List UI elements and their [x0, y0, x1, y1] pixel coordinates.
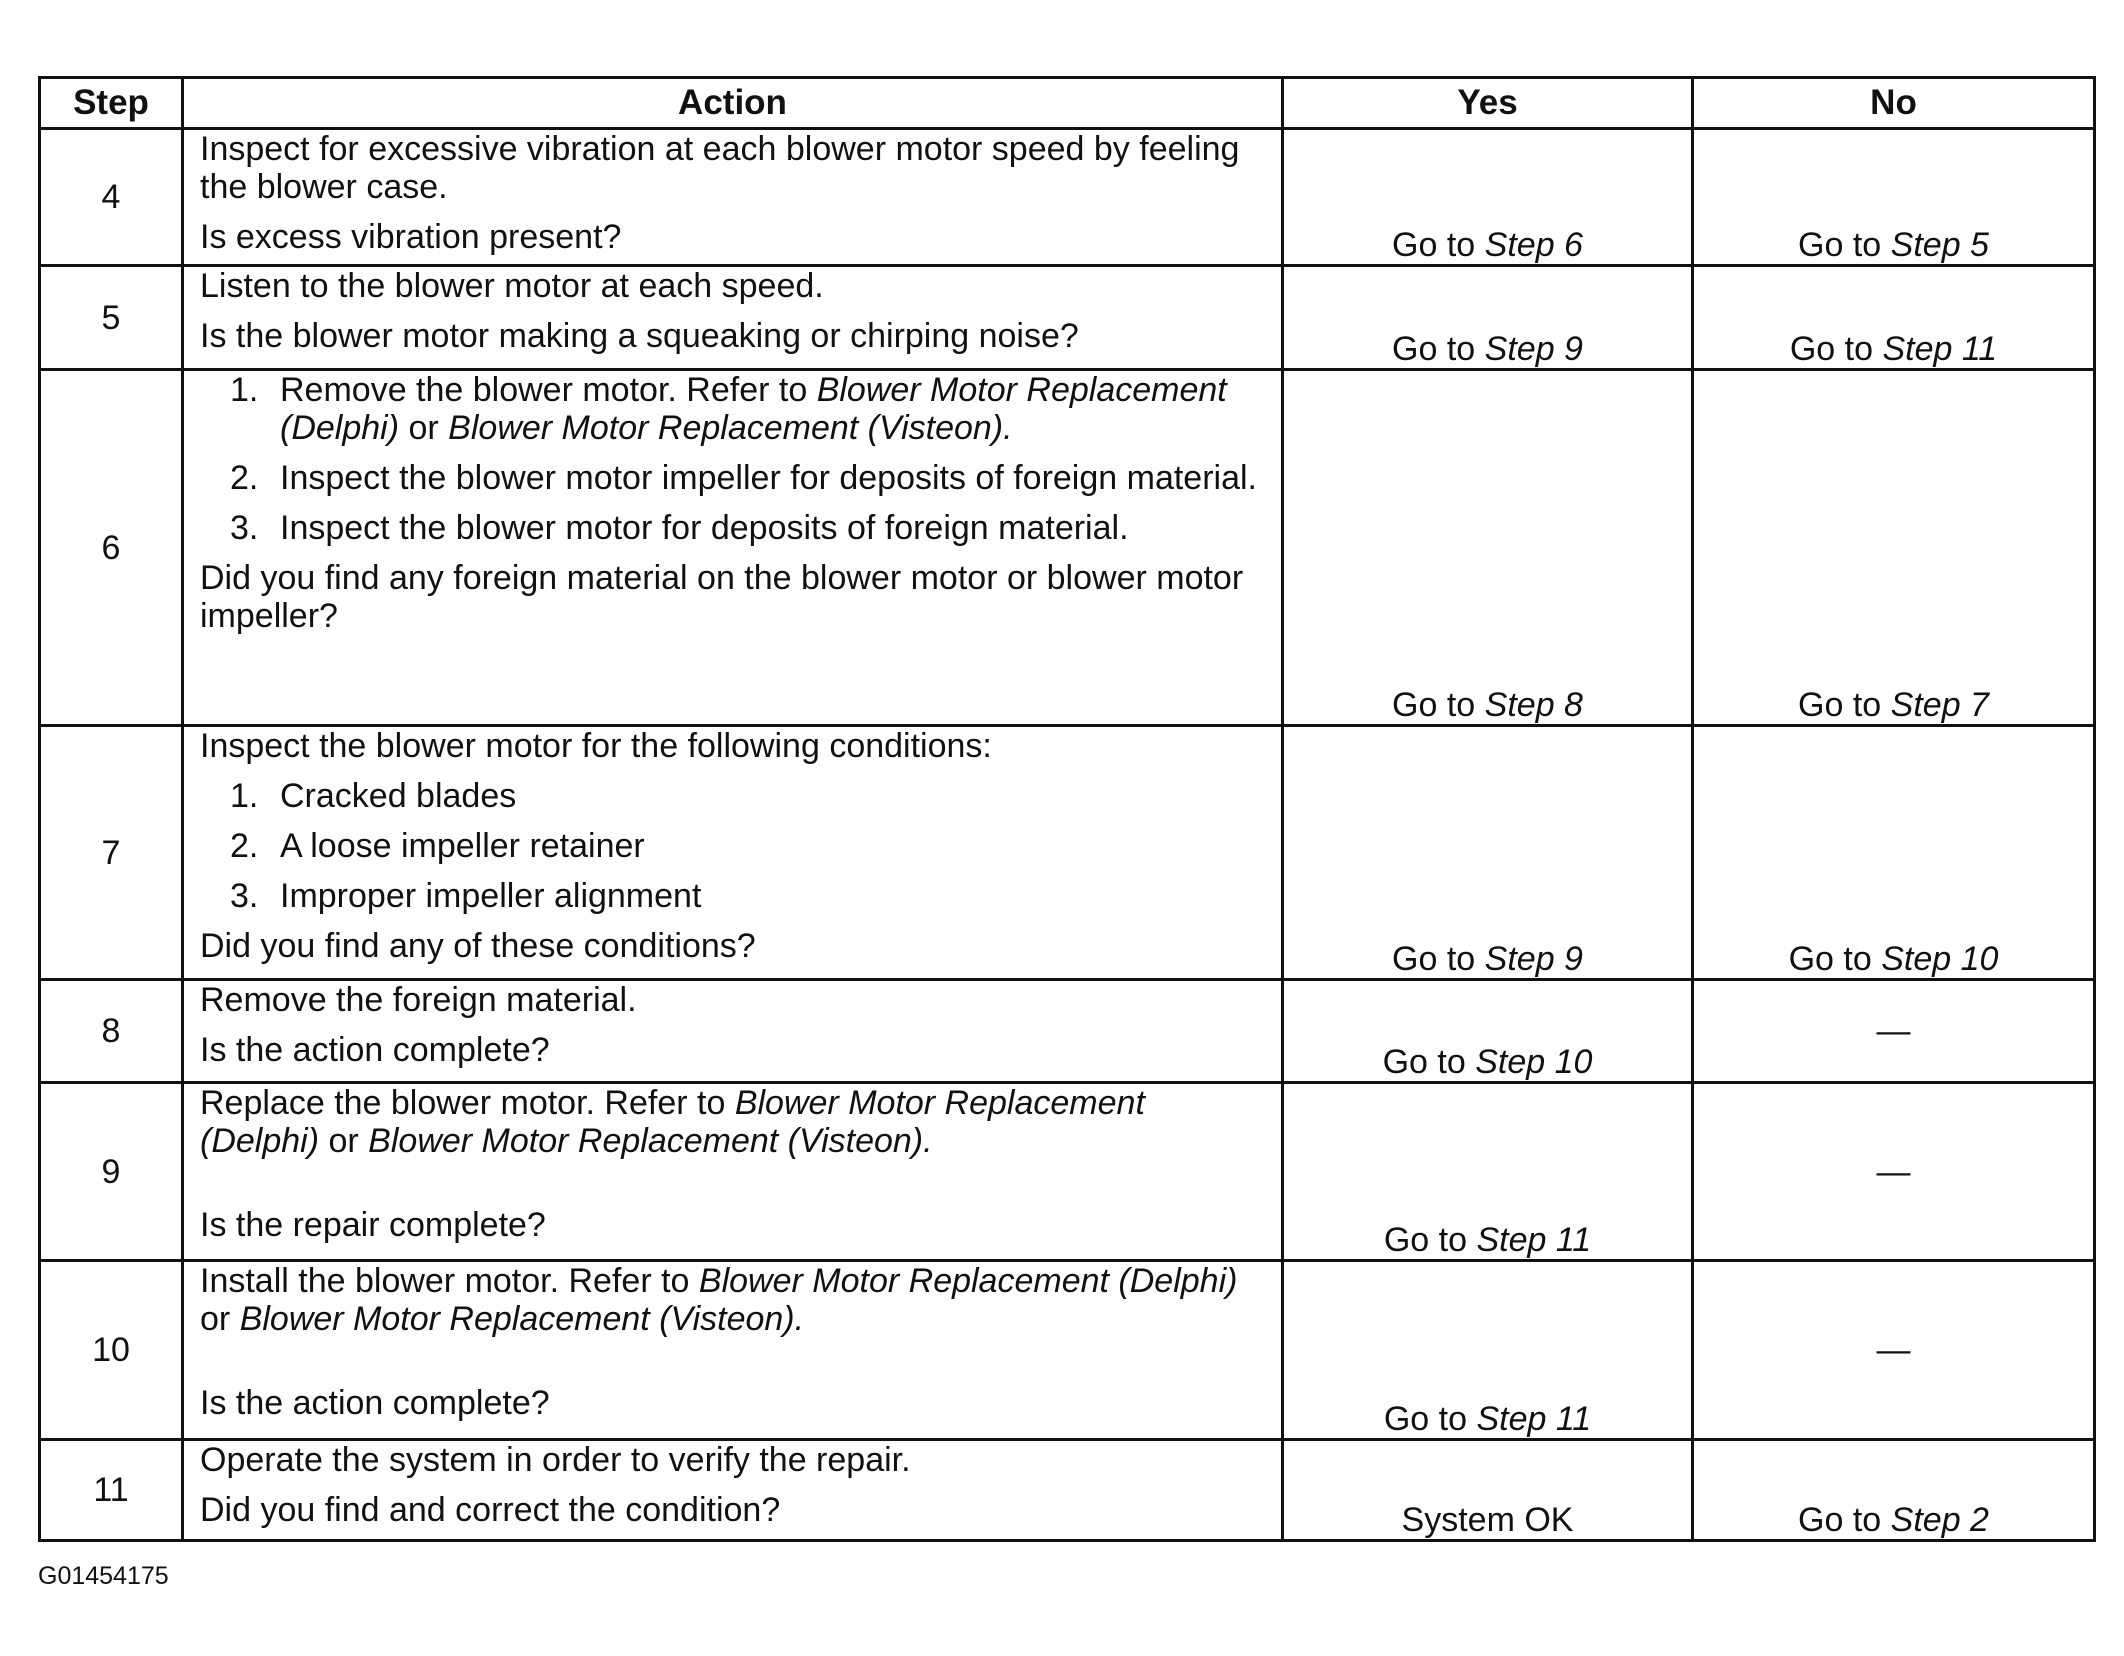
action-instruction [200, 1262, 1265, 1338]
action-cell [183, 726, 1283, 980]
no-step-link[interactable]: Step 2 [1890, 1501, 1989, 1539]
yes-cell [1283, 980, 1693, 1083]
action-instruction: Inspect for excessive vibration at each blower motor speed by feeling the blower case. [200, 130, 1240, 206]
reference-link-visteon[interactable]: Blower Motor Replacement (Visteon) [239, 1300, 795, 1338]
action-cell [183, 1440, 1283, 1541]
header-yes: Yes [1283, 78, 1693, 129]
step-number: 7 [40, 726, 183, 980]
go-to-label: Go to [1392, 330, 1476, 368]
no-step-link[interactable]: Step 5 [1890, 226, 1989, 264]
action-cell [183, 266, 1283, 370]
conditions-list [200, 777, 1265, 915]
list-item-number: 3. [230, 509, 259, 547]
list-item [200, 777, 1265, 815]
list-item [200, 459, 1265, 497]
yes-cell [1283, 370, 1693, 726]
list-item-text: or [399, 409, 449, 447]
go-to-label: Go to [1798, 1501, 1882, 1539]
list-item-text: Inspect the blower motor impeller for deposits of foreign material. [280, 459, 1258, 497]
action-question: Is the action complete? [200, 1031, 550, 1069]
system-ok-text: System OK [1401, 1501, 1574, 1539]
reference-link-delphi[interactable]: Blower Motor Replacement (Delphi) [280, 371, 1227, 447]
reference-link-visteon[interactable]: Blower Motor Replacement (Visteon) [448, 409, 1004, 447]
action-text: . [794, 1300, 805, 1338]
action-cell [183, 1083, 1283, 1261]
no-cell [1693, 980, 2095, 1083]
table-row [40, 1261, 2095, 1440]
action-instruction: Remove the foreign material. [200, 981, 637, 1019]
list-item-text: A loose impeller retainer [280, 827, 645, 865]
no-cell [1693, 370, 2095, 726]
action-text: Install the blower motor. Refer to [200, 1262, 699, 1300]
action-instruction: Operate the system in order to verify the repair. [200, 1441, 911, 1479]
table-row [40, 266, 2095, 370]
header-action: Action [183, 78, 1283, 129]
no-cell [1693, 726, 2095, 980]
reference-link-delphi[interactable]: Blower Motor Replacement (Delphi) [698, 1262, 1238, 1300]
action-question: Is excess vibration present? [200, 218, 622, 256]
action-cell [183, 370, 1283, 726]
yes-cell [1283, 1083, 1693, 1261]
no-cell [1693, 129, 2095, 266]
step-number: 8 [40, 980, 183, 1083]
yes-cell [1283, 726, 1693, 980]
yes-step-link[interactable]: Step 10 [1475, 1043, 1593, 1081]
diagnostic-table [38, 76, 2096, 1542]
list-item-text: Inspect the blower motor for deposits of foreign material. [280, 509, 1129, 547]
go-to-label: Go to [1392, 686, 1476, 724]
yes-step-link[interactable]: Step 11 [1476, 1400, 1592, 1438]
action-question: Did you find any of these conditions? [200, 927, 756, 965]
step-number: 9 [40, 1083, 183, 1261]
step-number: 5 [40, 266, 183, 370]
no-step-link[interactable]: Step 7 [1890, 686, 1989, 724]
action-cell [183, 1261, 1283, 1440]
action-text: or [319, 1122, 369, 1160]
no-step-link[interactable]: Step 10 [1881, 940, 1999, 978]
step-number: 4 [40, 129, 183, 266]
action-question: Did you find and correct the condition? [200, 1491, 781, 1529]
table-header-row [40, 78, 2095, 129]
yes-step-link[interactable]: Step 8 [1484, 686, 1583, 724]
step-number: 10 [40, 1261, 183, 1440]
figure-id: G01454175 [38, 1562, 169, 1590]
yes-cell [1283, 266, 1693, 370]
list-item-text: Remove the blower motor. Refer to [280, 371, 817, 409]
reference-link-visteon[interactable]: Blower Motor Replacement (Visteon) [368, 1122, 924, 1160]
go-to-label: Go to [1789, 330, 1874, 368]
table-row [40, 980, 2095, 1083]
no-cell [1693, 1440, 2095, 1541]
yes-cell [1283, 129, 1693, 266]
step-number: 11 [40, 1440, 183, 1541]
no-step-link[interactable]: Step 11 [1882, 330, 1998, 368]
go-to-label: Go to [1382, 1043, 1466, 1081]
list-item-number: 2. [230, 827, 259, 865]
go-to-label: Go to [1798, 686, 1882, 724]
table-row [40, 1083, 2095, 1261]
go-to-label: Go to [1392, 940, 1476, 978]
table-row [40, 129, 2095, 266]
no-cell [1693, 266, 2095, 370]
reference-link-delphi[interactable]: Blower Motor Replacement (Delphi) [200, 1084, 1145, 1160]
action-text: or [200, 1300, 240, 1338]
action-text: Replace the blower motor. Refer to [200, 1084, 735, 1122]
not-applicable-dash: — [1876, 1331, 1911, 1369]
list-item [200, 877, 1265, 915]
list-item-number: 3. [230, 877, 259, 915]
procedure-list [200, 371, 1265, 547]
table-row [40, 370, 2095, 726]
action-instruction [200, 1084, 1265, 1160]
action-cell [183, 129, 1283, 266]
yes-cell [1283, 1440, 1693, 1541]
list-item-text: . [1003, 409, 1013, 447]
step-number: 6 [40, 370, 183, 726]
no-cell [1693, 1261, 2095, 1440]
action-text: . [923, 1122, 933, 1160]
list-item [200, 371, 1265, 447]
action-cell [183, 980, 1283, 1083]
header-step: Step [40, 78, 183, 129]
yes-step-link[interactable]: Step 9 [1484, 940, 1583, 978]
list-item-text: Cracked blades [280, 777, 517, 815]
list-item-number: 1. [230, 371, 259, 409]
action-question: Is the action complete? [200, 1384, 550, 1422]
yes-step-link[interactable]: Step 6 [1484, 226, 1583, 264]
diagnostic-table-container [38, 76, 2093, 1542]
action-question: Is the repair complete? [200, 1206, 546, 1244]
action-question: Did you find any foreign material on the blower motor or blower motor impeller? [200, 559, 1244, 635]
list-item-text: Improper impeller alignment [280, 877, 702, 915]
go-to-label: Go to [1383, 1221, 1468, 1259]
list-item-number: 2. [230, 459, 259, 497]
not-applicable-dash: — [1876, 1152, 1911, 1191]
go-to-label: Go to [1798, 226, 1882, 264]
action-instruction: Inspect the blower motor for the following conditions: [200, 727, 992, 765]
action-question: Is the blower motor making a squeaking or chirping noise? [200, 317, 1079, 355]
list-item [200, 827, 1265, 865]
table-row [40, 726, 2095, 980]
yes-step-link[interactable]: Step 11 [1476, 1221, 1592, 1259]
go-to-label: Go to [1383, 1400, 1468, 1438]
no-cell [1693, 1083, 2095, 1261]
go-to-label: Go to [1788, 940, 1872, 978]
header-no: No [1693, 78, 2095, 129]
action-instruction: Listen to the blower motor at each speed. [200, 267, 824, 305]
not-applicable-dash: — [1876, 1012, 1911, 1050]
yes-cell [1283, 1261, 1693, 1440]
yes-step-link[interactable]: Step 9 [1484, 330, 1583, 368]
list-item [200, 509, 1265, 547]
table-row [40, 1440, 2095, 1541]
list-item-number: 1. [230, 777, 259, 815]
go-to-label: Go to [1392, 226, 1476, 264]
